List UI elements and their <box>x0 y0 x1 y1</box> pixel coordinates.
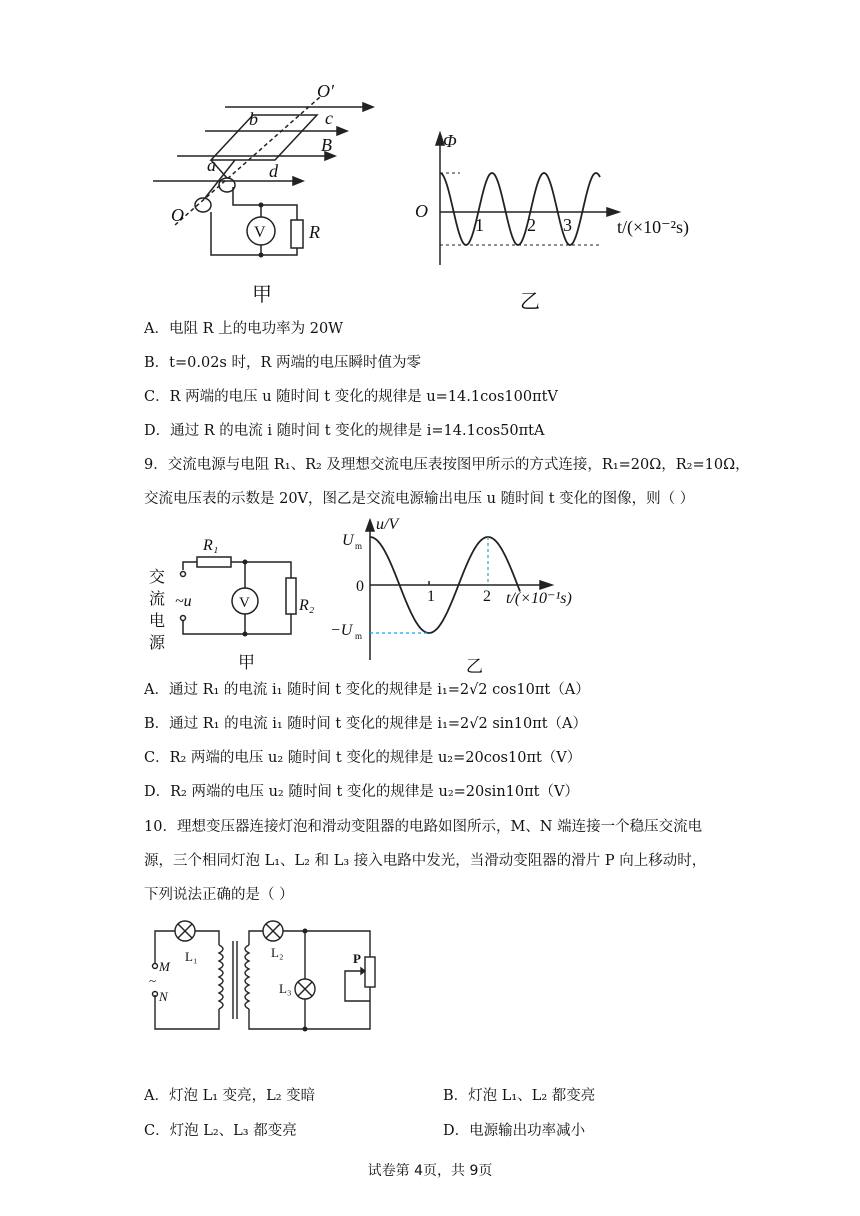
q10-option-b: B．灯泡 L₁、L₂ 都变亮 <box>443 1088 596 1104</box>
source-char-2: 流 <box>149 591 166 608</box>
page-footer: 试卷第 4页，共 9页 <box>367 1163 493 1179</box>
tick-2: 2 <box>483 588 491 605</box>
label-B: B <box>321 135 332 155</box>
l3-label: L₃ <box>279 981 292 996</box>
t-axis-label: t/(×10⁻²s) <box>617 217 690 237</box>
r2-label: R₂ <box>299 597 315 614</box>
q9-caption-jia: 甲 <box>238 653 255 673</box>
neg-um-subscript: m <box>355 631 363 641</box>
voltmeter-label: V <box>239 595 250 611</box>
label-o-prime: O′ <box>317 81 334 101</box>
q10-option-d: D．电源输出功率减小 <box>443 1123 586 1139</box>
q8-figure-jia <box>145 75 385 275</box>
q9-stem-line2: 交流电压表的示数是 20V，图乙是交流电源输出电压 u 随时间 t 变化的图像，则（ ） <box>144 491 695 507</box>
label-R: R <box>309 222 320 242</box>
u-axis-label: u/V <box>376 516 399 533</box>
q8-figure-yi <box>405 125 715 270</box>
q8-caption-jia: 甲 <box>252 282 272 306</box>
label-d: d <box>269 161 278 181</box>
tick-1: 1 <box>475 215 484 235</box>
q8-caption-yi: 乙 <box>520 289 540 313</box>
q8-option-d: D．通过 R 的电流 i 随时间 t 变化的规律是 i=14.1cos50πtA <box>144 423 545 439</box>
l2-label: L₂ <box>271 945 284 960</box>
q8-option-a: A．电阻 R 上的电功率为 20W <box>144 321 344 337</box>
q9-figure-jia <box>145 530 325 670</box>
phi-label: Φ <box>443 131 457 151</box>
q8-option-c: C．R 两端的电压 u 随时间 t 变化的规律是 u=14.1cos100πtV <box>144 389 558 405</box>
q9-option-a: A．通过 R₁ 的电流 i₁ 随时间 t 变化的规律是 i₁=2√2 cos10πt（A） <box>144 682 590 698</box>
l1-label: L₁ <box>185 949 198 964</box>
tick-2: 2 <box>527 215 536 235</box>
q9-figure-yi <box>330 515 590 665</box>
q10-stem-line1: 10．理想变压器连接灯泡和滑动变阻器的电路如图所示，M、N 端连接一个稳压交流电 <box>144 819 703 835</box>
m-label: M <box>159 959 170 974</box>
source-char-3: 电 <box>149 613 166 630</box>
q10-option-a: A．灯泡 L₁ 变亮，L₂ 变暗 <box>144 1088 316 1104</box>
label-O: O <box>171 205 184 225</box>
um-label: U <box>342 532 354 549</box>
label-c: c <box>325 108 333 128</box>
um-subscript: m <box>355 541 363 551</box>
origin-label: O <box>415 201 428 221</box>
q10-option-c: C．灯泡 L₂、L₃ 都变亮 <box>144 1123 297 1139</box>
q9-option-d: D．R₂ 两端的电压 u₂ 随时间 t 变化的规律是 u₂=20sin10πt（V） <box>144 784 579 800</box>
q10-stem-line2: 源，三个相同灯泡 L₁、L₂ 和 L₃ 接入电路中发光，当滑动变阻器的滑片 P 向上移动时， <box>144 853 707 869</box>
q9-caption-yi: 乙 <box>466 657 483 677</box>
source-char-4: 源 <box>149 635 166 652</box>
zero-label: 0 <box>356 578 364 595</box>
source-u-label: ~u <box>175 593 192 610</box>
n-label: N <box>159 989 168 1004</box>
tick-1: 1 <box>427 588 435 605</box>
r1-label: R₁ <box>203 537 219 554</box>
q9-stem-line1: 9．交流电源与电阻 R₁、R₂ 及理想交流电压表按图甲所示的方式连接，R₁=20Ω，R₂=10Ω， <box>144 457 750 473</box>
source-char-1: 交 <box>149 569 166 586</box>
q10-stem-line3: 下列说法正确的是（ ） <box>144 887 294 903</box>
q10-figure <box>145 915 395 1040</box>
label-b: b <box>249 109 258 129</box>
slider-p-label: P <box>353 951 361 966</box>
neg-um-label: −U <box>330 622 353 639</box>
label-a: a <box>207 155 216 175</box>
tilde-label: ~ <box>149 973 157 988</box>
q9-option-b: B．通过 R₁ 的电流 i₁ 随时间 t 变化的规律是 i₁=2√2 sin10πt（A） <box>144 716 588 732</box>
voltmeter-label: V <box>254 224 266 241</box>
t-axis-label: t/(×10⁻¹s) <box>506 590 572 607</box>
tick-3: 3 <box>563 215 572 235</box>
q8-option-b: B．t=0.02s 时，R 两端的电压瞬时值为零 <box>144 355 421 371</box>
q9-option-c: C．R₂ 两端的电压 u₂ 随时间 t 变化的规律是 u₂=20cos10πt（V） <box>144 750 582 766</box>
